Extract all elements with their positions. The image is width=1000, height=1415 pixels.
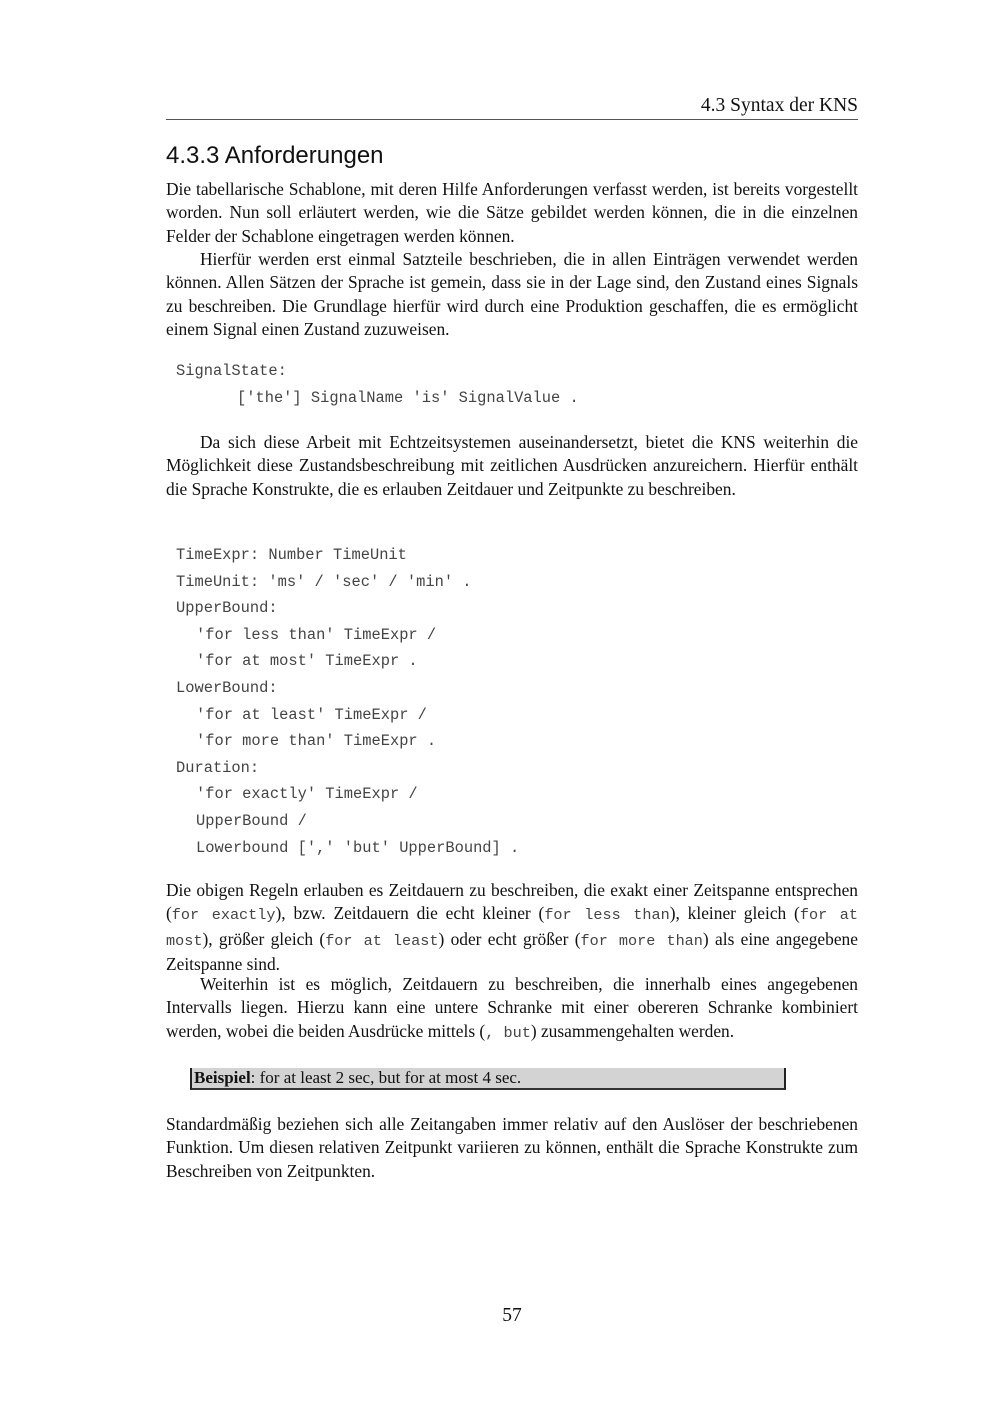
inline-code: for at most xyxy=(166,906,859,950)
inline-code: for more than xyxy=(580,931,703,950)
running-header: 4.3 Syntax der KNS xyxy=(166,95,858,120)
example-text: : for at least 2 sec, but for at most 4 sec. xyxy=(250,1068,522,1087)
code-line: Duration: xyxy=(176,758,260,777)
code-line: Lowerbound [',' 'but' UpperBound] . xyxy=(196,838,520,857)
code-line: 'for at least' TimeExpr / xyxy=(196,705,427,724)
inline-code: for exactly xyxy=(171,906,276,925)
inline-code: for at least xyxy=(325,931,439,950)
code-line: SignalState: xyxy=(176,362,287,380)
code-line: UpperBound / xyxy=(196,811,307,830)
paragraph-intro: Die tabellarische Schablone, mit deren Hilfe Anforderungen verfasst werden, ist bereits vorgestellt worden. Nun soll erläutert werden, wie die Sätze gebildet werden können, die in die einzelnen Felder der Schablone eingetragen werden können. xyxy=(166,179,858,246)
inline-code: , but xyxy=(485,1023,531,1042)
text-run: Die obigen Regeln erlauben es Zeitdauern zu beschreiben, die exakt einer Zeitspanne entsprechen ( xyxy=(166,880,858,924)
document-page xyxy=(166,0,858,1415)
code-line: UpperBound: xyxy=(176,599,278,618)
code-line: 'for at most' TimeExpr . xyxy=(196,652,418,671)
code-block-signal-state xyxy=(176,358,579,412)
code-line: ['the'] SignalName 'is' SignalValue . xyxy=(237,389,579,407)
text-run: ) als eine angegebene Zeitspanne sind. xyxy=(166,928,858,975)
paragraph-intervals xyxy=(166,973,858,1045)
inline-code: for less than xyxy=(544,906,670,925)
example-label: Beispiel xyxy=(194,1068,251,1087)
text-run: ) zusammengehalten werden. xyxy=(530,1020,735,1041)
section-heading: 4.3.3 Anforderungen xyxy=(166,142,384,169)
code-line: 'for more than' TimeExpr . xyxy=(196,732,437,751)
code-line: TimeExpr: Number TimeUnit xyxy=(176,546,407,564)
code-block-time-expr xyxy=(176,542,519,861)
paragraph-time-points: Standardmäßig beziehen sich alle Zeitangaben immer relativ auf den Auslöser der beschriebenen Funktion. Um diesen relativen Zeitpunkt variieren zu können, enthält die Sprache Konstrukte zum Beschreiben von Zeitpunkten. xyxy=(166,1114,858,1181)
text-run: ), bzw. Zeitdauern die echt kleiner ( xyxy=(275,903,545,924)
paragraph-signal-state: Hierfür werden erst einmal Satzteile beschrieben, die in allen Einträgen verwendet werden können. Allen Sätzen der Sprache ist gemein, dass sie in der Lage sind, den Zustand eines Signals zu beschreiben. Die Grundlage hierfür wird durch eine Produktion geschaffen, die es ermöglicht einem Signal einen Zustand zuzuweisen. xyxy=(166,249,858,340)
code-line: LowerBound: xyxy=(176,678,278,697)
text-run: ), größer gleich ( xyxy=(202,928,326,949)
page-number: 57 xyxy=(502,1305,522,1326)
code-line: 'for exactly' TimeExpr / xyxy=(196,785,418,804)
text-run: ) oder echt größer ( xyxy=(438,928,581,949)
paragraph-realtime: Da sich diese Arbeit mit Echtzeitsystemen auseinandersetzt, bietet die KNS weiterhin die Möglichkeit diese Zustandsbeschreibung mit zeitlichen Ausdrücken anzureichern. Hierfür enthält die Sprache Konstrukte, die es erlauben Zeitdauer und Zeitpunkte zu beschreiben. xyxy=(166,432,858,499)
paragraph-durations xyxy=(166,879,858,977)
text-run: ), kleiner gleich ( xyxy=(669,903,800,924)
example-box xyxy=(190,1068,786,1090)
code-line: 'for less than' TimeExpr / xyxy=(196,625,437,644)
code-line: TimeUnit: 'ms' / 'sec' / 'min' . xyxy=(176,572,472,591)
text-run: Weiterhin ist es möglich, Zeitdauern zu beschreiben, die innerhalb eines angegebenen Intervalls liegen. Hierzu kann eine untere Schranke mit einer obereren Schranke kombiniert werden, wobei die beiden Ausdrücke mittels ( xyxy=(166,974,858,1041)
